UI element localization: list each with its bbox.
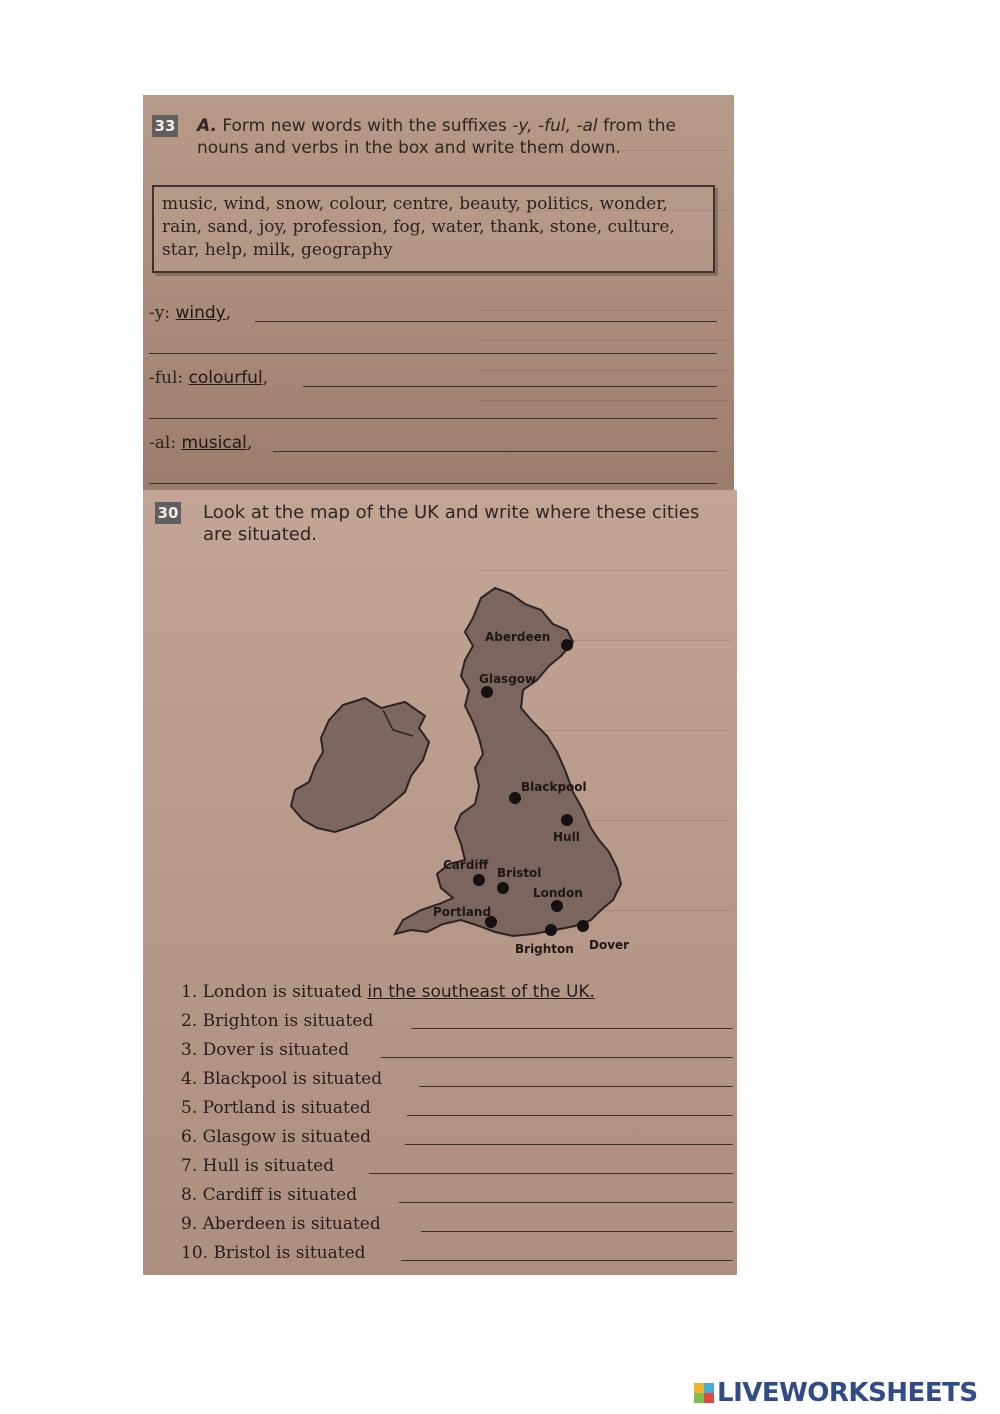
example-answer: in the southeast of the UK. — [367, 982, 595, 1002]
city-label-london: London — [533, 886, 583, 900]
brand-name: LIVEWORKSHEETS — [717, 1378, 978, 1408]
question-text: 9. Aberdeen is situated — [181, 1214, 381, 1234]
answer-line[interactable] — [149, 353, 717, 354]
question-text: 1. London is situated — [181, 982, 362, 1002]
city-dot-aberdeen — [561, 639, 573, 651]
suffix-label: -al: — [149, 433, 177, 453]
city-label-blackpool: Blackpool — [521, 780, 587, 794]
city-dot-blackpool — [509, 792, 521, 804]
word-box: music, wind, snow, colour, centre, beauty, politics, wonder, rain, sand, joy, profession, fog, water, thank, stone, culture, star, help, milk, geography — [152, 185, 715, 273]
city-label-cardiff: Cardiff — [443, 858, 489, 872]
city-dot-london — [551, 900, 563, 912]
city-label-portland: Portland — [433, 905, 492, 919]
question-7 — [181, 1156, 334, 1176]
question-text: 3. Dover is situated — [181, 1040, 350, 1060]
city-dot-brighton — [545, 924, 557, 936]
city-dot-cardiff — [473, 874, 485, 886]
city-dot-dover — [577, 920, 589, 932]
answer-line[interactable] — [399, 1202, 733, 1203]
exercise-33-photo — [143, 95, 734, 490]
city-label-bristol: Bristol — [497, 866, 542, 880]
question-2 — [181, 1011, 373, 1031]
city-dot-hull — [561, 814, 573, 826]
answer-line[interactable] — [381, 1057, 733, 1058]
suffix-row-y — [149, 303, 231, 323]
answer-line[interactable] — [407, 1115, 733, 1116]
exercise-number-badge: 30 — [155, 502, 181, 524]
city-dot-bristol — [497, 882, 509, 894]
city-label-brighton: Brighton — [515, 942, 574, 956]
question-1 — [181, 982, 595, 1002]
exercise-33-instruction — [197, 115, 722, 159]
exercise-30-photo — [143, 490, 737, 1275]
question-text: 7. Hull is situated — [181, 1156, 335, 1176]
suffix-row-al — [149, 433, 252, 453]
question-8 — [181, 1185, 357, 1205]
section-label: A. — [197, 116, 217, 136]
uk-map — [143, 490, 737, 970]
bleed-through-line — [478, 310, 728, 339]
example-answer: windy — [175, 303, 226, 323]
question-5 — [181, 1098, 371, 1118]
city-label-hull: Hull — [553, 830, 580, 844]
instruction-text: Form new words with the suffixes — [222, 116, 507, 136]
answer-line[interactable] — [303, 386, 717, 387]
suffix-list: -y, -ful, -al — [512, 116, 598, 136]
question-text: 4. Blackpool is situated — [181, 1069, 383, 1089]
question-text: 10. Bristol is situated — [181, 1243, 366, 1263]
question-text: 2. Brighton is situated — [181, 1011, 374, 1031]
separator: , — [225, 303, 232, 323]
bleed-through-line — [478, 370, 728, 399]
answer-line[interactable] — [421, 1231, 733, 1232]
answer-line[interactable] — [255, 321, 717, 322]
question-text: 8. Cardiff is situated — [181, 1185, 358, 1205]
ireland-shape — [291, 698, 429, 832]
answer-line[interactable] — [419, 1086, 733, 1087]
exercise-number-badge: 33 — [152, 115, 178, 137]
question-text: 5. Portland is situated — [181, 1098, 371, 1118]
city-label-aberdeen: Aberdeen — [485, 630, 551, 644]
answer-line[interactable] — [405, 1144, 733, 1145]
example-answer: musical — [181, 433, 247, 453]
question-6 — [181, 1127, 371, 1147]
suffix-label: -y: — [149, 303, 171, 323]
answer-line[interactable] — [411, 1028, 733, 1029]
question-10 — [181, 1243, 366, 1263]
exercise-30-instruction: Look at the map of the UK and write where these cities are situated. — [203, 502, 700, 545]
city-label-glasgow: Glasgow — [479, 672, 537, 686]
bleed-through-line — [478, 340, 728, 369]
answer-line[interactable] — [273, 451, 717, 452]
separator: , — [246, 433, 253, 453]
city-dot-glasgow — [481, 686, 493, 698]
separator: , — [262, 368, 269, 388]
suffix-label: -ful: — [149, 368, 184, 388]
liveworksheets-logo-icon — [694, 1383, 714, 1403]
instruction-text-end: from the nouns and verbs in the box and write them down. — [197, 116, 676, 158]
suffix-row-ful — [149, 368, 268, 388]
answer-line[interactable] — [369, 1173, 733, 1174]
liveworksheets-brand[interactable] — [694, 1378, 978, 1408]
bleed-through-line — [478, 400, 728, 429]
question-3 — [181, 1040, 349, 1060]
example-answer: colourful — [188, 368, 263, 388]
question-text: 6. Glasgow is situated — [181, 1127, 371, 1147]
answer-line[interactable] — [149, 418, 717, 419]
answer-line[interactable] — [401, 1260, 733, 1261]
city-label-dover: Dover — [589, 938, 630, 952]
question-9 — [181, 1214, 381, 1234]
question-4 — [181, 1069, 382, 1089]
answer-line[interactable] — [149, 483, 717, 484]
